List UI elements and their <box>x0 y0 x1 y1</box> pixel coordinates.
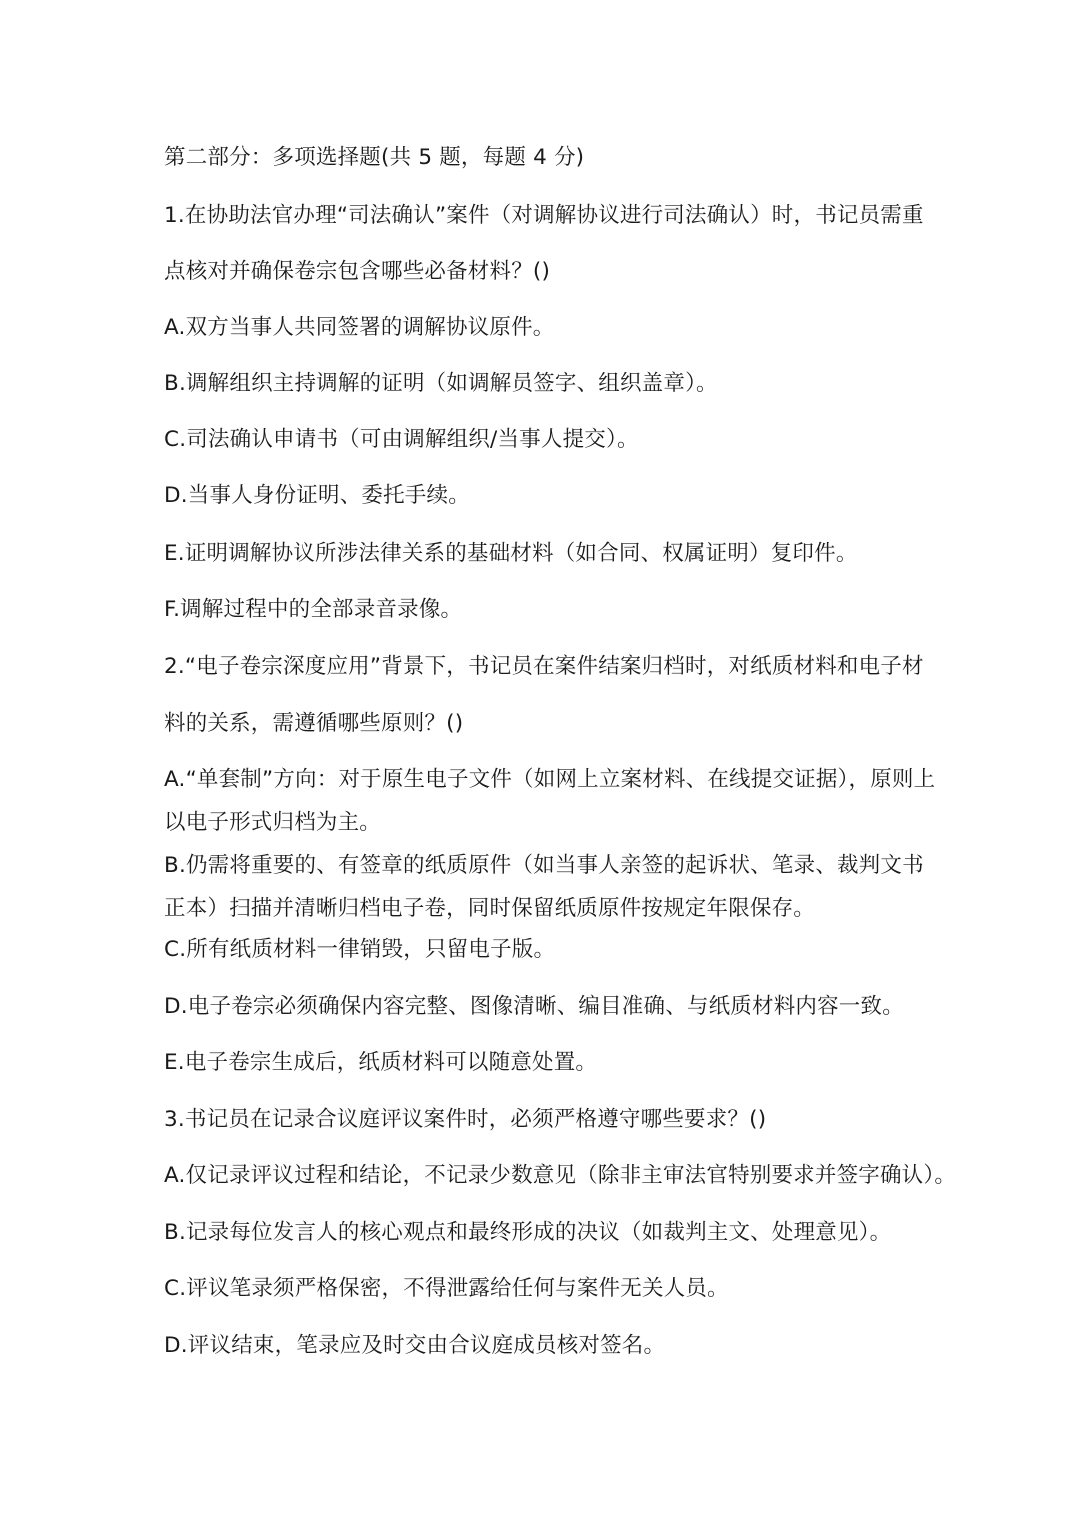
question-2-stem-line-1: 2.“电子卷宗深度应用”背景下，书记员在案件结案归档时，对纸质材料和电子材 <box>164 654 924 679</box>
question-2-option-b-line-1: B.仍需将重要的、有签章的纸质原件（如当事人亲签的起诉状、笔录、裁判文书 <box>164 853 924 878</box>
question-2-option-a-line-1: A.“单套制”方向：对于原生电子文件（如网上立案材料、在线提交证据），原则上 <box>164 767 936 792</box>
question-3-stem: 3.书记员在记录合议庭评议案件时，必须严格遵守哪些要求？() <box>164 1107 767 1132</box>
question-2-option-a-line-2: 以电子形式归档为主。 <box>164 810 382 835</box>
question-2-option-c: C.所有纸质材料一律销毁，只留电子版。 <box>164 937 556 962</box>
question-1-option-e: E.证明调解协议所涉法律关系的基础材料（如合同、权属证明）复印件。 <box>164 541 858 566</box>
question-1-stem-line-2: 点核对并确保卷宗包含哪些必备材料？() <box>164 259 551 284</box>
question-2-option-e: E.电子卷宗生成后，纸质材料可以随意处置。 <box>164 1050 598 1075</box>
question-1-stem-line-1: 1.在协助法官办理“司法确认”案件（对调解协议进行司法确认）时，书记员需重 <box>164 203 924 228</box>
question-3-option-d: D.评议结束，笔录应及时交由合议庭成员核对签名。 <box>164 1333 666 1358</box>
question-1-option-c: C.司法确认申请书（可由调解组织/当事人提交）。 <box>164 427 639 452</box>
question-2-option-b-line-2: 正本）扫描并清晰归档电子卷，同时保留纸质原件按规定年限保存。 <box>164 896 816 921</box>
question-1-option-d: D.当事人身份证明、委托手续。 <box>164 483 470 508</box>
question-2-stem-line-2: 料的关系，需遵循哪些原则？() <box>164 711 464 736</box>
question-3-option-c: C.评议笔录须严格保密，不得泄露给任何与案件无关人员。 <box>164 1276 729 1301</box>
question-3-option-b: B.记录每位发言人的核心观点和最终形成的决议（如裁判主文、处理意见）。 <box>164 1220 892 1245</box>
question-1-option-a: A.双方当事人共同签署的调解协议原件。 <box>164 315 555 340</box>
question-1-option-b: B.调解组织主持调解的证明（如调解员签字、组织盖章）。 <box>164 371 718 396</box>
section-heading: 第二部分：多项选择题(共 5 题，每题 4 分) <box>164 145 585 170</box>
question-1-option-f: F.调解过程中的全部录音录像。 <box>164 597 463 622</box>
question-2-option-d: D.电子卷宗必须确保内容完整、图像清晰、编目准确、与纸质材料内容一致。 <box>164 994 904 1019</box>
question-3-option-a: A.仅记录评议过程和结论，不记录少数意见（除非主审法官特别要求并签字确认）。 <box>164 1163 957 1188</box>
